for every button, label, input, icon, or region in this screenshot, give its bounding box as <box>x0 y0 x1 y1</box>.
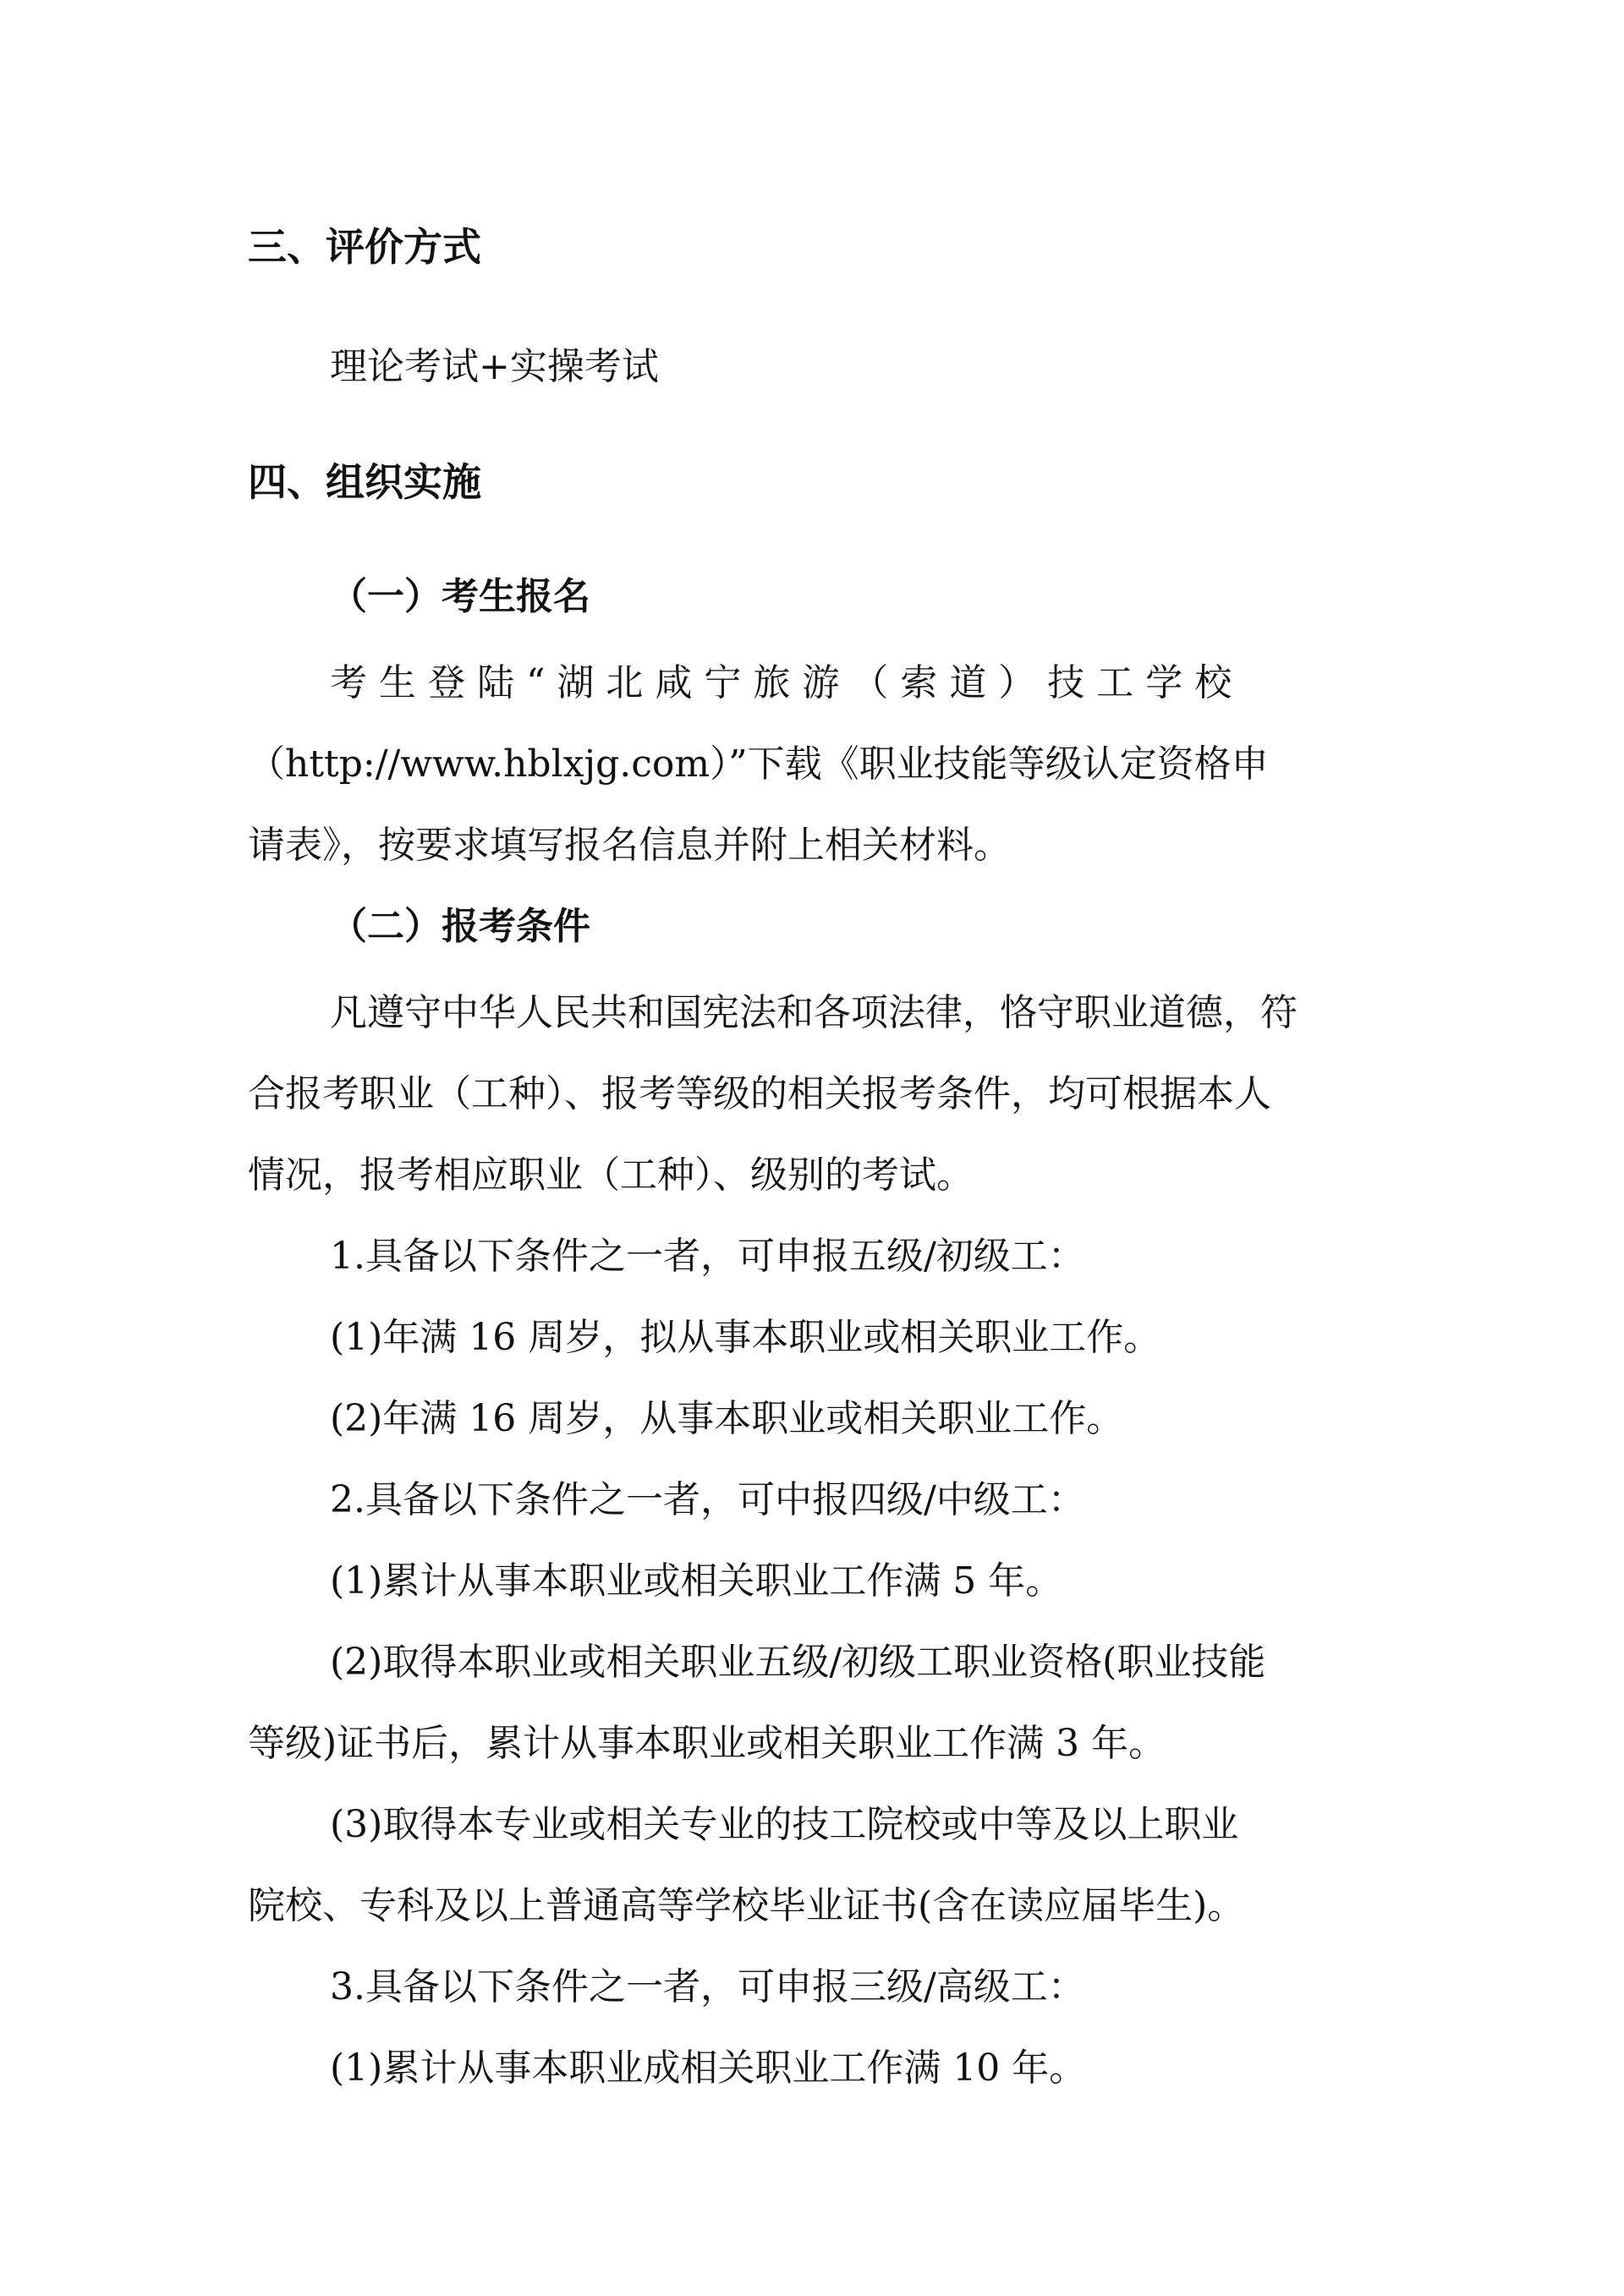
registration-heading: （一）考生报名 <box>330 575 590 618</box>
registration-paragraph-line-1: 考 生 登 陆 “ 湖 北 咸 宁 旅 游 （ 索 道 ） 技 工 学 校 <box>330 661 1232 704</box>
section-3-heading: 三、评价方式 <box>248 224 481 270</box>
conditions-heading: （二）报考条件 <box>330 905 590 948</box>
level-5-item-1: (1)年满 16 周岁，拟从事本职业或相关职业工作。 <box>330 1316 1161 1359</box>
conditions-intro-line-3: 情况，报考相应职业（工种）、级别的考试。 <box>248 1153 974 1197</box>
section-3-body: 理论考试+实操考试 <box>330 345 659 388</box>
level-4-item-3-line-1: (3)取得本专业或相关专业的技工院校或中等及以上职业 <box>330 1803 1239 1846</box>
conditions-intro-line-2: 合报考职业（工种）、报考等级的相关报考条件，均可根据本人 <box>248 1072 1271 1115</box>
registration-paragraph-line-3: 请表》，按要求填写报名信息并附上相关材料。 <box>248 824 1011 867</box>
registration-paragraph-line-2: （http://www.hblxjg.com）”下载《职业技能等级认定资格申 <box>248 743 1269 786</box>
level-4-item-2-line-2: 等级)证书后，累计从事本职业或相关职业工作满 3 年。 <box>248 1722 1166 1765</box>
level-4-item-3-line-2: 院校、专科及以上普通高等学校毕业证书(含在读应届毕生)。 <box>248 1884 1245 1927</box>
level-5-item-2: (2)年满 16 周岁，从事本职业或相关职业工作。 <box>330 1397 1124 1440</box>
level-5-title: 1.具备以下条件之一者，可申报五级/初级工： <box>330 1235 1085 1278</box>
level-4-item-2-line-1: (2)取得本职业或相关职业五级/初级工职业资格(职业技能 <box>330 1641 1266 1684</box>
level-4-item-1: (1)累计从事本职业或相关职业工作满 5 年。 <box>330 1559 1063 1603</box>
conditions-intro-line-1: 凡遵守中华人民共和国宪法和各项法律，恪守职业道德，符 <box>330 991 1298 1034</box>
level-3-title: 3.具备以下条件之一者，可申报三级/高级工： <box>330 1965 1085 2008</box>
section-4-heading: 四、组织实施 <box>248 459 481 505</box>
level-3-item-1: (1)累计从事本职业成相关职业工作满 10 年。 <box>330 2047 1087 2090</box>
level-4-title: 2.具备以下条件之一者，可中报四级/中级工： <box>330 1478 1085 1521</box>
